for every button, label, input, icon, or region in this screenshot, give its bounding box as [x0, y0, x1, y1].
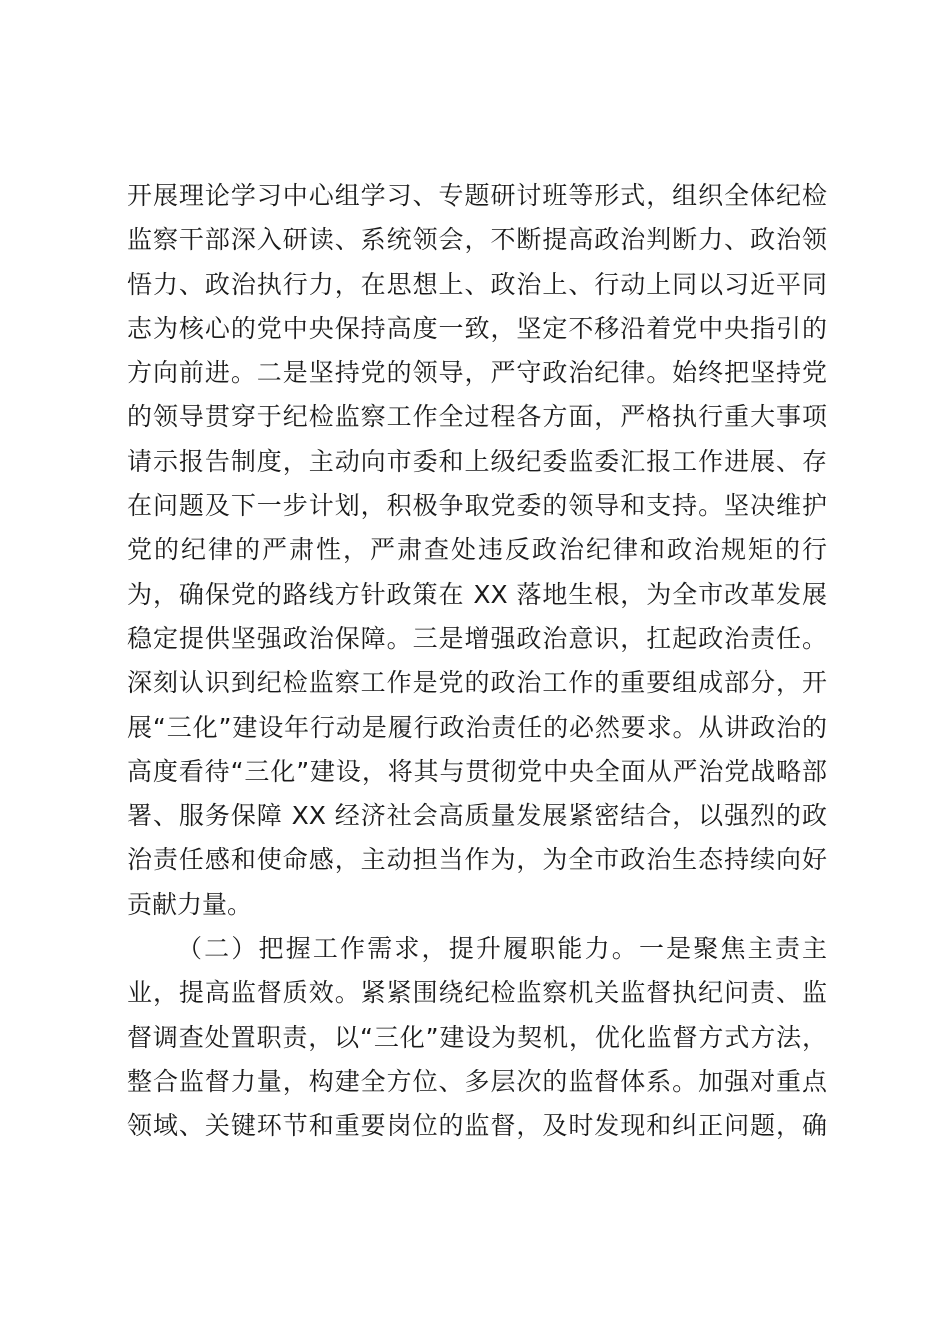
text-line: 治责任感和使命感，主动担当作为，为全市政治生态持续向好 — [127, 845, 827, 875]
text-line: 的领导贯穿于纪检监察工作全过程各方面，严格执行重大事项 — [127, 402, 827, 432]
text-line: 悟力、政治执行力，在思想上、政治上、行动上同以习近平同 — [127, 269, 827, 299]
body-text — [127, 174, 827, 1149]
text-line: 贡献力量。 — [127, 889, 253, 919]
text-line: 请示报告制度，主动向市委和上级纪委监委汇报工作进展、存 — [127, 446, 827, 476]
text-line: 方向前进。二是坚持党的领导，严守政治纪律。始终把坚持党 — [127, 358, 827, 388]
text-line: 整合监督力量，构建全方位、多层次的监督体系。加强对重点 — [127, 1066, 827, 1096]
text-line: 展“三化”建设年行动是履行政治责任的必然要求。从讲政治的 — [127, 712, 827, 742]
text-line: 署、服务保障 XX 经济社会高质量发展紧密结合，以强烈的政 — [127, 801, 827, 831]
text-line: 高度看待“三化”建设，将其与贯彻党中央全面从严治党战略部 — [127, 756, 827, 786]
text-line: 深刻认识到纪检监察工作是党的政治工作的重要组成部分，开 — [127, 668, 827, 698]
text-line: 在问题及下一步计划，积极争取党委的领导和支持。坚决维护 — [127, 491, 827, 521]
text-line: 开展理论学习中心组学习、专题研讨班等形式，组织全体纪检 — [127, 181, 827, 210]
text-line: 督调查处置职责，以“三化”建设为契机，优化监督方式方法， — [127, 1022, 827, 1052]
text-line: 业，提高监督质效。紧紧围绕纪检监察机关监督执纪问责、监 — [127, 978, 827, 1008]
text-line: 监察干部深入研读、系统领会，不断提高政治判断力、政治领 — [127, 225, 827, 255]
text-line: 稳定提供坚强政治保障。三是增强政治意识，扛起政治责任。 — [127, 623, 827, 653]
text-line: 党的纪律的严肃性，严肃查处违反政治纪律和政治规矩的行 — [127, 535, 827, 565]
text-line: 为，确保党的路线方针政策在 XX 落地生根，为全市改革发展 — [127, 579, 827, 609]
section-heading-line: （二）把握工作需求，提升履职能力。一是聚焦主责主 — [177, 934, 827, 964]
text-line: 志为核心的党中央保持高度一致，坚定不移沿着党中央指引的 — [127, 313, 827, 343]
text-line: 领域、关键环节和重要岗位的监督，及时发现和纠正问题，确 — [127, 1111, 827, 1141]
